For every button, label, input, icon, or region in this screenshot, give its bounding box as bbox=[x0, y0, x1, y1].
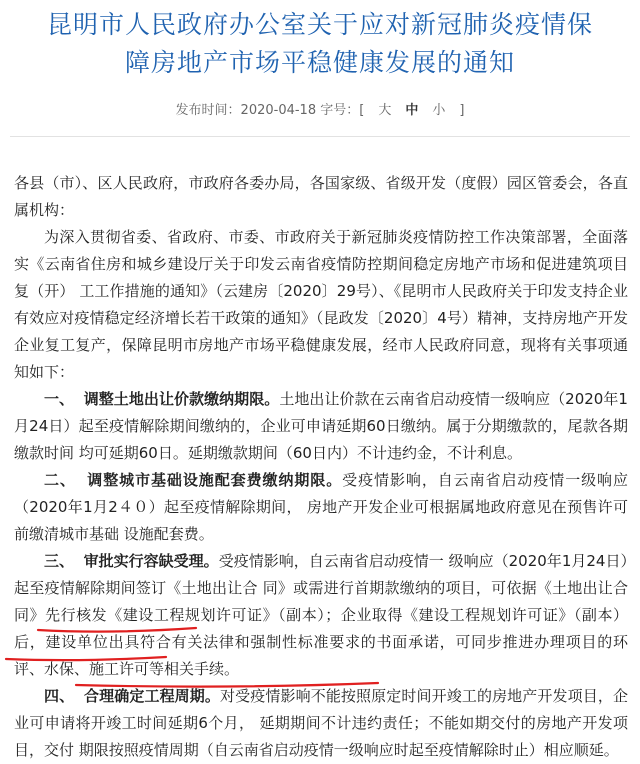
font-size-label: 字号： bbox=[320, 103, 360, 118]
section-4-title: 合理确定工程周期。 bbox=[84, 687, 221, 705]
section-2-title: 调整城市基础设施配套费缴纳期限。 bbox=[87, 471, 343, 489]
section-3-title: 审批实行容缺受理。 bbox=[83, 552, 219, 570]
bracket-open: [ bbox=[359, 103, 365, 118]
font-size-large-button[interactable]: 大 bbox=[378, 103, 392, 118]
meta-bar bbox=[0, 101, 640, 121]
publish-label: 发布时间： bbox=[175, 103, 241, 118]
title-line-1: 昆明市人民政府办公室关于应对新冠肺炎疫情保 bbox=[46, 10, 593, 39]
section-1-number: 一、 bbox=[44, 390, 75, 408]
section-2-number: 二、 bbox=[44, 471, 76, 489]
section-2-text: 受疫情影响，自云南省启动疫情一级响应（2020年1月2４０）起至疫情解除期间， 房地产开发企业可根据属地政府意见在预售许可前缴清城市基础 设施配套费。 bbox=[14, 471, 628, 543]
article-body bbox=[14, 170, 628, 764]
section-3-text: 受疫情影响，自云南省启动疫情一 级响应（2020年1月24日）起至疫情解除期间签订《土地出让合 同》或需进行首期款缴纳的项目，可依据《土地出让合同》先行核发《建设工程规划许可证》（副本）；企业取得《建设工程规划许可证》（副本）后，建设单位出具符合有关法律和强制性标准要求的书面承诺，可同步推进办理项目的环评、水保、施工许可等相关手续。 bbox=[14, 552, 628, 678]
section-3 bbox=[14, 548, 628, 683]
section-4-text-a: 对受疫情影响不能按照原定时间开竣工的房地产开发项目，企业可申请 bbox=[14, 687, 628, 732]
section-4 bbox=[14, 683, 628, 764]
section-4-text-c: 相应顺延。 bbox=[543, 741, 619, 759]
section-3-number: 三、 bbox=[44, 552, 75, 570]
page-title bbox=[20, 6, 620, 82]
section-1-text: 土地出让价款在云南省启动疫情一级响应（2020年1月24日）起至疫情解除期间缴纳的，企业可申请延期60日缴纳。属于分期缴款的，尾款各期缴款时间 均可延期60日。延期缴款期间（60日内）不计违约金，不计利息。 bbox=[14, 390, 628, 462]
bracket-close: ] bbox=[459, 103, 465, 118]
section-1-title: 调整土地出让价款缴纳期限。 bbox=[83, 390, 280, 408]
title-line-2: 障房地产市场平稳健康发展的通知 bbox=[124, 48, 515, 77]
font-size-medium-button[interactable]: 中 bbox=[405, 103, 419, 118]
header-divider bbox=[10, 136, 630, 137]
addressee: 各县（市）、区人民政府，市政府各委办局，各国家级、省级开发（度假）园区管委会，各直属机构： bbox=[14, 174, 628, 219]
section-2 bbox=[14, 467, 628, 548]
intro-paragraph: 为深入贯彻省委、省政府、市委、市政府关于新冠肺炎疫情防控工作决策部署，全面落实《云南省住房和城乡建设厅关于印发云南省疫情防控期间稳定房地产市场和促进建筑项目复（开） 工工作措施的通知》（云建房〔2020〕29号）、《昆明市人民政府关于印发支持企业有效应对疫情稳定经济增长若干政策的通知》（昆政发〔2020〕4号）精神，支持房地产开发企业复工复产，保障昆明市房地产市场平稳健康发展，经市人民政府同意，现将有关事项通知如下： bbox=[14, 228, 628, 381]
font-size-small-button[interactable]: 小 bbox=[432, 103, 446, 118]
section-4-highlight-period: （自云南省启动疫情一级响应时起至疫情解除时止） bbox=[198, 741, 544, 759]
publish-date: 2020-04-18 bbox=[240, 103, 317, 118]
section-4-highlight-extension: 将开竣工时间延期6个月 bbox=[75, 714, 240, 732]
section-4-number: 四、 bbox=[44, 687, 75, 705]
section-4-text-b: ， 延期期间不计违约责任；不能如期交付的房地产开发项目，交付 期限按照疫情周期 bbox=[14, 714, 628, 759]
section-1 bbox=[14, 386, 628, 467]
